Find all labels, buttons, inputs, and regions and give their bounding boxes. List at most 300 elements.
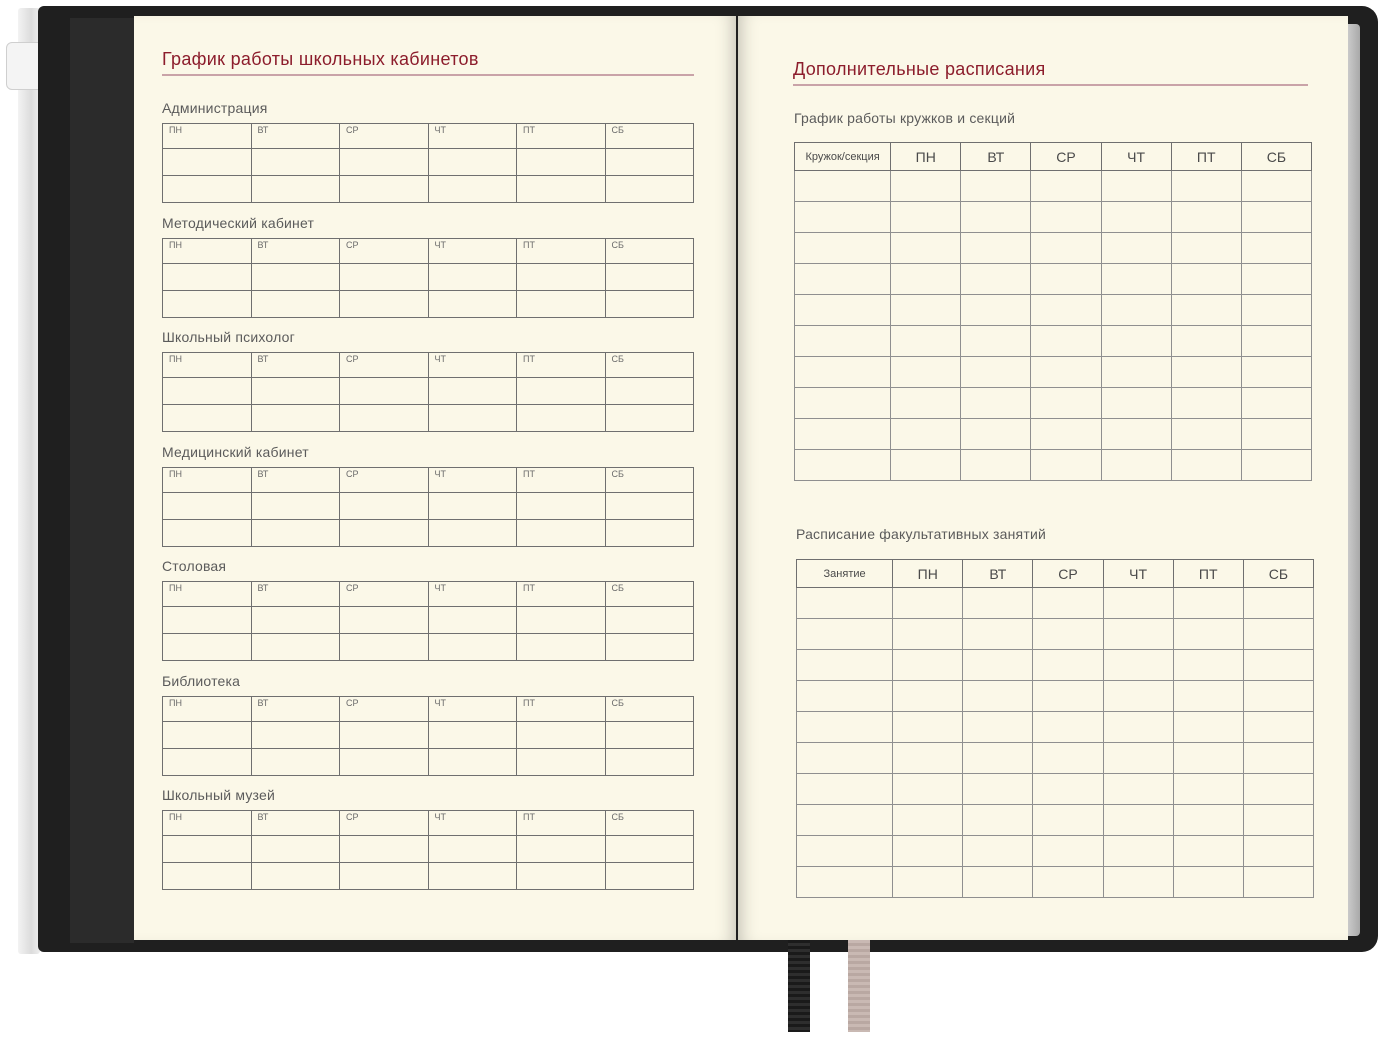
schedule-cell[interactable] — [963, 712, 1033, 743]
schedule-cell[interactable] — [1031, 326, 1101, 357]
schedule-cell[interactable] — [1243, 743, 1313, 774]
schedule-cell[interactable] — [1173, 650, 1243, 681]
day-cell[interactable] — [340, 519, 429, 546]
schedule-cell[interactable] — [1173, 805, 1243, 836]
day-cell[interactable] — [428, 149, 517, 176]
schedule-cell[interactable] — [1101, 419, 1171, 450]
day-cell[interactable] — [517, 519, 606, 546]
day-cell[interactable] — [163, 467, 252, 492]
day-label: СР — [346, 354, 359, 364]
right-page — [738, 16, 1348, 940]
schedule-cell[interactable] — [893, 650, 963, 681]
schedule-cell[interactable] — [795, 171, 891, 202]
day-cell[interactable] — [605, 353, 694, 378]
day-cell[interactable] — [605, 238, 694, 263]
schedule-cell[interactable] — [1101, 233, 1171, 264]
day-cell[interactable] — [163, 519, 252, 546]
day-cell[interactable] — [251, 353, 340, 378]
schedule-cell[interactable] — [1243, 588, 1313, 619]
schedule-cell[interactable] — [963, 867, 1033, 898]
schedule-cell[interactable] — [797, 712, 893, 743]
schedule-cell[interactable] — [1243, 774, 1313, 805]
schedule-cell[interactable] — [963, 588, 1033, 619]
day-cell[interactable] — [163, 634, 252, 661]
grid-row — [163, 748, 694, 775]
day-cell[interactable] — [163, 492, 252, 519]
day-cell[interactable] — [428, 863, 517, 890]
day-cell[interactable] — [340, 405, 429, 432]
day-cell[interactable] — [340, 492, 429, 519]
schedule-cell[interactable] — [893, 712, 963, 743]
schedule-cell[interactable] — [961, 295, 1031, 326]
schedule-cell[interactable] — [963, 681, 1033, 712]
day-cell[interactable] — [251, 836, 340, 863]
day-cell[interactable] — [251, 607, 340, 634]
day-cell[interactable] — [340, 721, 429, 748]
schedule-cell[interactable] — [795, 326, 891, 357]
day-cell[interactable] — [517, 634, 606, 661]
day-cell[interactable] — [340, 582, 429, 607]
grid-row — [163, 353, 694, 378]
day-cell[interactable] — [340, 353, 429, 378]
day-cell[interactable] — [517, 863, 606, 890]
day-cell[interactable] — [428, 492, 517, 519]
schedule-cell[interactable] — [797, 743, 893, 774]
day-label: СР — [346, 812, 359, 822]
day-cell[interactable] — [517, 811, 606, 836]
schedule-cell[interactable] — [1101, 450, 1171, 481]
schedule-cell[interactable] — [961, 171, 1031, 202]
day-cell[interactable] — [605, 811, 694, 836]
day-cell[interactable] — [251, 696, 340, 721]
schedule-cell[interactable] — [1031, 419, 1101, 450]
schedule-cell[interactable] — [1171, 264, 1241, 295]
schedule-cell[interactable] — [1103, 619, 1173, 650]
schedule-cell[interactable] — [795, 295, 891, 326]
table-row — [797, 774, 1314, 805]
day-cell[interactable] — [605, 378, 694, 405]
schedule-cell[interactable] — [795, 264, 891, 295]
schedule-cell[interactable] — [1033, 836, 1103, 867]
day-cell[interactable] — [251, 492, 340, 519]
schedule-cell[interactable] — [1031, 202, 1101, 233]
day-cell[interactable] — [163, 721, 252, 748]
schedule-cell[interactable] — [797, 805, 893, 836]
schedule-cell[interactable] — [1031, 295, 1101, 326]
schedule-cell[interactable] — [797, 588, 893, 619]
day-cell[interactable] — [163, 124, 252, 149]
day-cell[interactable] — [340, 176, 429, 203]
schedule-cell[interactable] — [795, 419, 891, 450]
day-cell[interactable] — [251, 467, 340, 492]
day-cell[interactable] — [428, 290, 517, 317]
grid-row — [163, 519, 694, 546]
schedule-cell[interactable] — [1241, 171, 1311, 202]
day-label: ПН — [169, 812, 182, 822]
day-cell[interactable] — [605, 748, 694, 775]
schedule-cell[interactable] — [963, 805, 1033, 836]
schedule-cell[interactable] — [893, 805, 963, 836]
schedule-cell[interactable] — [1241, 264, 1311, 295]
schedule-cell[interactable] — [1103, 650, 1173, 681]
schedule-cell[interactable] — [1031, 171, 1101, 202]
day-cell[interactable] — [517, 748, 606, 775]
day-cell[interactable] — [517, 149, 606, 176]
day-cell[interactable] — [605, 634, 694, 661]
schedule-cell[interactable] — [961, 233, 1031, 264]
schedule-cell[interactable] — [893, 774, 963, 805]
schedule-cell[interactable] — [963, 836, 1033, 867]
day-cell[interactable] — [517, 836, 606, 863]
day-cell[interactable] — [605, 290, 694, 317]
schedule-cell[interactable] — [795, 357, 891, 388]
schedule-cell[interactable] — [1103, 712, 1173, 743]
schedule-cell[interactable] — [1173, 836, 1243, 867]
schedule-cell[interactable] — [1103, 743, 1173, 774]
schedule-cell[interactable] — [1103, 805, 1173, 836]
bookmark-ribbon-black — [788, 940, 810, 1032]
day-cell[interactable] — [517, 263, 606, 290]
grid-row — [163, 582, 694, 607]
schedule-cell[interactable] — [961, 419, 1031, 450]
day-cell[interactable] — [251, 519, 340, 546]
schedule-cell[interactable] — [893, 681, 963, 712]
schedule-cell[interactable] — [1103, 867, 1173, 898]
schedule-cell[interactable] — [1103, 681, 1173, 712]
day-cell[interactable] — [428, 748, 517, 775]
day-cell[interactable] — [163, 176, 252, 203]
schedule-cell[interactable] — [1173, 712, 1243, 743]
schedule-cell[interactable] — [1103, 774, 1173, 805]
day-cell[interactable] — [605, 721, 694, 748]
schedule-cell[interactable] — [797, 774, 893, 805]
schedule-cell[interactable] — [1101, 295, 1171, 326]
day-cell[interactable] — [605, 176, 694, 203]
schedule-cell[interactable] — [1101, 264, 1171, 295]
schedule-cell[interactable] — [795, 450, 891, 481]
day-cell[interactable] — [605, 149, 694, 176]
schedule-cell[interactable] — [1243, 836, 1313, 867]
day-cell[interactable] — [251, 634, 340, 661]
day-cell[interactable] — [251, 748, 340, 775]
day-cell[interactable] — [163, 263, 252, 290]
day-cell[interactable] — [251, 582, 340, 607]
day-cell[interactable] — [340, 263, 429, 290]
schedule-cell[interactable] — [1031, 264, 1101, 295]
schedule-cell[interactable] — [963, 743, 1033, 774]
schedule-cell[interactable] — [1031, 388, 1101, 419]
schedule-cell[interactable] — [891, 450, 961, 481]
day-label: ВТ — [257, 468, 269, 479]
schedule-cell[interactable] — [1171, 419, 1241, 450]
day-cell[interactable] — [163, 811, 252, 836]
schedule-cell[interactable] — [961, 450, 1031, 481]
schedule-cell[interactable] — [1033, 650, 1103, 681]
day-cell[interactable] — [340, 378, 429, 405]
schedule-cell[interactable] — [963, 774, 1033, 805]
schedule-cell[interactable] — [891, 326, 961, 357]
schedule-cell[interactable] — [891, 295, 961, 326]
day-cell[interactable] — [517, 238, 606, 263]
schedule-cell[interactable] — [1241, 326, 1311, 357]
section-label: Библиотека — [162, 672, 241, 689]
schedule-cell[interactable] — [1241, 450, 1311, 481]
day-cell[interactable] — [340, 124, 429, 149]
day-cell[interactable] — [428, 353, 517, 378]
day-cell[interactable] — [340, 467, 429, 492]
day-cell[interactable] — [163, 353, 252, 378]
schedule-cell[interactable] — [1033, 712, 1103, 743]
schedule-cell[interactable] — [1171, 171, 1241, 202]
day-cell[interactable] — [251, 124, 340, 149]
schedule-cell[interactable] — [961, 357, 1031, 388]
day-header: СБ — [1241, 143, 1311, 171]
schedule-cell[interactable] — [1101, 388, 1171, 419]
day-cell[interactable] — [517, 176, 606, 203]
day-cell[interactable] — [517, 696, 606, 721]
day-cell[interactable] — [605, 492, 694, 519]
schedule-cell[interactable] — [1033, 867, 1103, 898]
day-cell[interactable] — [163, 405, 252, 432]
day-label: СБ — [611, 239, 624, 250]
schedule-cell[interactable] — [1241, 419, 1311, 450]
schedule-cell[interactable] — [1171, 388, 1241, 419]
schedule-cell[interactable] — [891, 171, 961, 202]
day-cell[interactable] — [605, 405, 694, 432]
day-cell[interactable] — [517, 378, 606, 405]
schedule-cell[interactable] — [961, 388, 1031, 419]
schedule-cell[interactable] — [797, 650, 893, 681]
bookmark-ribbon-beige — [848, 940, 870, 1032]
schedule-cell[interactable] — [1241, 357, 1311, 388]
schedule-cell[interactable] — [1103, 836, 1173, 867]
day-cell[interactable] — [428, 634, 517, 661]
section-label: Медицинский кабинет — [162, 443, 309, 460]
schedule-cell[interactable] — [1101, 357, 1171, 388]
day-cell[interactable] — [340, 836, 429, 863]
schedule-cell[interactable] — [1031, 450, 1101, 481]
day-cell[interactable] — [605, 863, 694, 890]
day-cell[interactable] — [428, 238, 517, 263]
schedule-cell[interactable] — [893, 867, 963, 898]
day-cell[interactable] — [340, 634, 429, 661]
schedule-cell[interactable] — [1241, 295, 1311, 326]
schedule-cell[interactable] — [1031, 233, 1101, 264]
grid-row — [163, 492, 694, 519]
schedule-cell[interactable] — [1033, 619, 1103, 650]
schedule-cell[interactable] — [1241, 233, 1311, 264]
schedule-cell[interactable] — [795, 202, 891, 233]
schedule-cell[interactable] — [1173, 867, 1243, 898]
day-cell[interactable] — [340, 607, 429, 634]
day-cell[interactable] — [428, 405, 517, 432]
schedule-cell[interactable] — [891, 233, 961, 264]
schedule-cell[interactable] — [1171, 295, 1241, 326]
schedule-cell[interactable] — [1241, 202, 1311, 233]
day-cell[interactable] — [428, 836, 517, 863]
schedule-cell[interactable] — [1101, 326, 1171, 357]
schedule-cell[interactable] — [1171, 202, 1241, 233]
day-cell[interactable] — [517, 607, 606, 634]
day-cell[interactable] — [517, 353, 606, 378]
schedule-cell[interactable] — [1243, 650, 1313, 681]
schedule-cell[interactable] — [797, 836, 893, 867]
day-cell[interactable] — [605, 607, 694, 634]
day-cell[interactable] — [163, 607, 252, 634]
schedule-cell[interactable] — [795, 388, 891, 419]
schedule-cell[interactable] — [1033, 588, 1103, 619]
header-row — [795, 143, 1312, 171]
day-label: ПН — [169, 125, 182, 135]
day-cell[interactable] — [163, 863, 252, 890]
day-cell[interactable] — [340, 811, 429, 836]
schedule-cell[interactable] — [893, 619, 963, 650]
schedule-cell[interactable] — [891, 419, 961, 450]
day-cell[interactable] — [605, 836, 694, 863]
schedule-cell[interactable] — [961, 326, 1031, 357]
schedule-cell[interactable] — [1171, 233, 1241, 264]
schedule-cell[interactable] — [795, 233, 891, 264]
schedule-cell[interactable] — [1173, 743, 1243, 774]
schedule-cell[interactable] — [891, 264, 961, 295]
schedule-cell[interactable] — [891, 388, 961, 419]
schedule-cell[interactable] — [1033, 805, 1103, 836]
day-cell[interactable] — [428, 263, 517, 290]
day-cell[interactable] — [340, 290, 429, 317]
table-row — [797, 743, 1314, 774]
schedule-cell[interactable] — [797, 867, 893, 898]
day-label: ПТ — [523, 125, 535, 135]
day-cell[interactable] — [251, 811, 340, 836]
day-cell[interactable] — [340, 149, 429, 176]
schedule-cell[interactable] — [1101, 202, 1171, 233]
day-cell[interactable] — [517, 124, 606, 149]
day-cell[interactable] — [251, 149, 340, 176]
table-row — [797, 681, 1314, 712]
day-cell[interactable] — [163, 696, 252, 721]
day-cell[interactable] — [340, 238, 429, 263]
day-cell[interactable] — [517, 582, 606, 607]
schedule-cell[interactable] — [893, 743, 963, 774]
day-cell[interactable] — [251, 263, 340, 290]
schedule-cell[interactable] — [963, 619, 1033, 650]
day-cell[interactable] — [428, 124, 517, 149]
day-cell[interactable] — [163, 238, 252, 263]
schedule-cell[interactable] — [1241, 388, 1311, 419]
electives-schedule-table — [796, 559, 1314, 898]
schedule-cell[interactable] — [1171, 326, 1241, 357]
day-cell[interactable] — [428, 811, 517, 836]
day-cell[interactable] — [428, 378, 517, 405]
day-cell[interactable] — [605, 519, 694, 546]
day-cell[interactable] — [605, 696, 694, 721]
schedule-cell[interactable] — [893, 836, 963, 867]
schedule-cell[interactable] — [961, 264, 1031, 295]
day-cell[interactable] — [163, 582, 252, 607]
table-row — [795, 171, 1312, 202]
schedule-cell[interactable] — [1173, 588, 1243, 619]
day-cell[interactable] — [517, 721, 606, 748]
day-cell[interactable] — [605, 124, 694, 149]
day-cell[interactable] — [251, 863, 340, 890]
schedule-cell[interactable] — [1243, 681, 1313, 712]
table-row — [797, 650, 1314, 681]
schedule-cell[interactable] — [1243, 619, 1313, 650]
schedule-cell[interactable] — [1243, 805, 1313, 836]
schedule-cell[interactable] — [961, 202, 1031, 233]
day-cell[interactable] — [251, 238, 340, 263]
left-page-title: График работы школьных кабинетов — [162, 49, 479, 69]
day-cell[interactable] — [428, 607, 517, 634]
day-cell[interactable] — [605, 582, 694, 607]
day-cell[interactable] — [605, 467, 694, 492]
page-stack-edge — [1346, 24, 1360, 936]
schedule-cell[interactable] — [1103, 588, 1173, 619]
schedule-cell[interactable] — [1173, 619, 1243, 650]
day-cell[interactable] — [251, 405, 340, 432]
section-label: Администрация — [162, 100, 268, 116]
day-cell[interactable] — [428, 467, 517, 492]
day-header: ВТ — [963, 560, 1033, 588]
schedule-cell[interactable] — [1031, 357, 1101, 388]
day-cell[interactable] — [428, 519, 517, 546]
schedule-cell[interactable] — [1171, 450, 1241, 481]
schedule-cell[interactable] — [1171, 357, 1241, 388]
schedule-cell[interactable] — [797, 619, 893, 650]
day-cell[interactable] — [251, 378, 340, 405]
schedule-cell[interactable] — [797, 681, 893, 712]
day-cell[interactable] — [428, 176, 517, 203]
day-cell[interactable] — [428, 696, 517, 721]
day-cell[interactable] — [163, 836, 252, 863]
day-cell[interactable] — [163, 378, 252, 405]
day-cell[interactable] — [517, 405, 606, 432]
day-cell[interactable] — [251, 290, 340, 317]
schedule-cell[interactable] — [1101, 171, 1171, 202]
day-label: ЧТ — [434, 697, 446, 708]
day-cell[interactable] — [340, 863, 429, 890]
schedule-cell[interactable] — [893, 588, 963, 619]
schedule-cell[interactable] — [1173, 774, 1243, 805]
grid-row — [163, 124, 694, 149]
schedule-cell[interactable] — [963, 650, 1033, 681]
day-cell[interactable] — [428, 582, 517, 607]
schedule-cell[interactable] — [891, 202, 961, 233]
day-cell[interactable] — [251, 176, 340, 203]
schedule-cell[interactable] — [1033, 681, 1103, 712]
day-cell[interactable] — [163, 290, 252, 317]
schedule-cell[interactable] — [1243, 712, 1313, 743]
day-cell[interactable] — [163, 748, 252, 775]
schedule-cell[interactable] — [891, 357, 961, 388]
day-cell[interactable] — [428, 721, 517, 748]
schedule-cell[interactable] — [1033, 774, 1103, 805]
schedule-cell[interactable] — [1033, 743, 1103, 774]
table-row — [795, 450, 1312, 481]
day-cell[interactable] — [340, 696, 429, 721]
section-week-grid — [162, 467, 694, 547]
day-header: ПТ — [1171, 143, 1241, 171]
day-cell[interactable] — [517, 290, 606, 317]
day-cell[interactable] — [517, 467, 606, 492]
day-cell[interactable] — [251, 721, 340, 748]
schedule-cell[interactable] — [1243, 867, 1313, 898]
schedule-cell[interactable] — [1173, 681, 1243, 712]
day-cell[interactable] — [517, 492, 606, 519]
day-cell[interactable] — [163, 149, 252, 176]
day-cell[interactable] — [605, 263, 694, 290]
day-cell[interactable] — [340, 748, 429, 775]
